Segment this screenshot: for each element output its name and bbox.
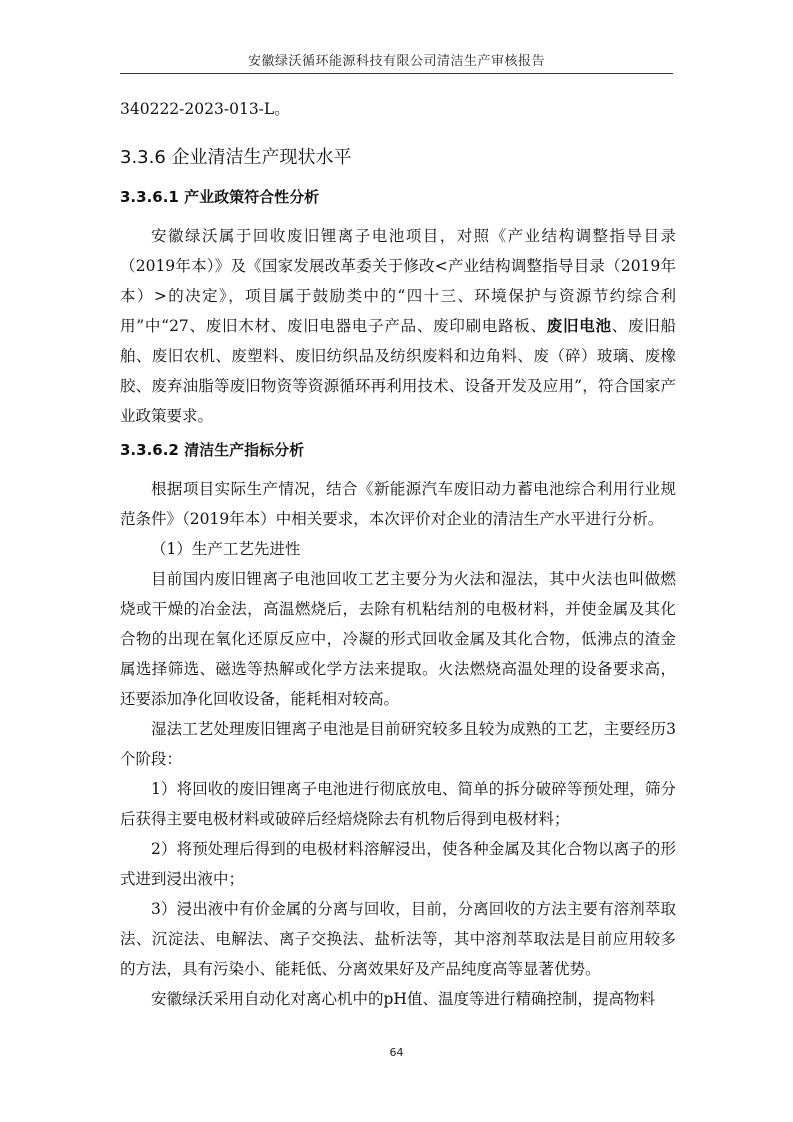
paragraph-automation: 安徽绿沃采用自动化对离心机中的pH值、温度等进行精确控制，提高物料 — [151, 990, 655, 1008]
page-number: 64 — [389, 1046, 404, 1059]
paragraph-policy-bold: 废旧电池 — [546, 317, 612, 335]
section-heading-3-3-6-1: 3.3.6.1 产业政策符合性分析 — [120, 188, 320, 206]
paragraph-policy-text-1: 安徽绿沃属于回收废旧锂离子电池项目，对照《产业结构调整指导目录（2019年本）》及《国家发展改革委关于修改<产业结构调整指导目录（2019年本）>的决定》，项目属于鼓励类中的“四十三、环境保护与资源节约综合利用”中“27、废旧木材、废旧电器电子产品、废印刷电路板、 — [120, 227, 676, 335]
section-heading-3-3-6-2: 3.3.6.2 清洁生产指标分析 — [120, 441, 305, 459]
step-3: 3）浸出液中有价金属的分离与回收，目前，分离回收的方法主要有溶剂萃取法、沉淀法、电解法、离子交换法、盐析法等，其中溶剂萃取法是目前应用较多的方法，具有污染小、能耗低、分离效果好及产品纯度高等显著优势。 — [120, 900, 676, 978]
page-header: 安徽绿沃循环能源科技有限公司清洁生产审核报告 — [247, 54, 545, 69]
paragraph-pyrometallurgy: 目前国内废旧锂离子电池回收工艺主要分为火法和湿法，其中火法也叫做燃烧或干燥的冶金法，高温燃烧后，去除有机粘结剂的电极材料，并使金属及其化合物的出现在氧化还原反应中，冷凝的形式回收金属及其化合物，低沸点的渣金属选择筛选、磁选等热解或化学方法来提取。火法燃烧高温处理的设备要求高，还要添加净化回收设备，能耗相对较高。 — [120, 570, 676, 708]
line-code: 340222-2023-013-L。 — [120, 100, 290, 118]
step-1: 1）将回收的废旧锂离子电池进行彻底放电、简单的拆分破碎等预处理，筛分后获得主要电极材料或破碎后经焙烧除去有机物后得到电极材料； — [120, 780, 676, 828]
header-divider — [120, 73, 673, 74]
paragraph-policy-text-2: 、废旧船舶、废旧农机、废塑料、废旧纺织品及纺织废料和边角料、废（碎）玻璃、废橡胶、废弃油脂等废旧物资等资源循环再利用技术、设备开发及应用”，符合国家产业政策要求。 — [120, 317, 676, 425]
item-process-title: （1）生产工艺先进性 — [151, 540, 301, 558]
paragraph-policy — [120, 221, 676, 431]
paragraph-indicator-intro: 根据项目实际生产情况，结合《新能源汽车废旧动力蓄电池综合利用行业规范条件》（2019年本）中相关要求，本次评价对企业的清洁生产水平进行分析。 — [120, 480, 676, 528]
paragraph-hydrometallurgy: 湿法工艺处理废旧锂离子电池是目前研究较多且较为成熟的工艺，主要经历3个阶段： — [120, 720, 676, 768]
section-heading-3-3-6: 3.3.6 企业清洁生产现状水平 — [120, 147, 352, 168]
page-content — [120, 94, 676, 1014]
step-2: 2）将预处理后得到的电极材料溶解浸出，使各种金属及其化合物以离子的形式进到浸出液中； — [120, 840, 676, 888]
